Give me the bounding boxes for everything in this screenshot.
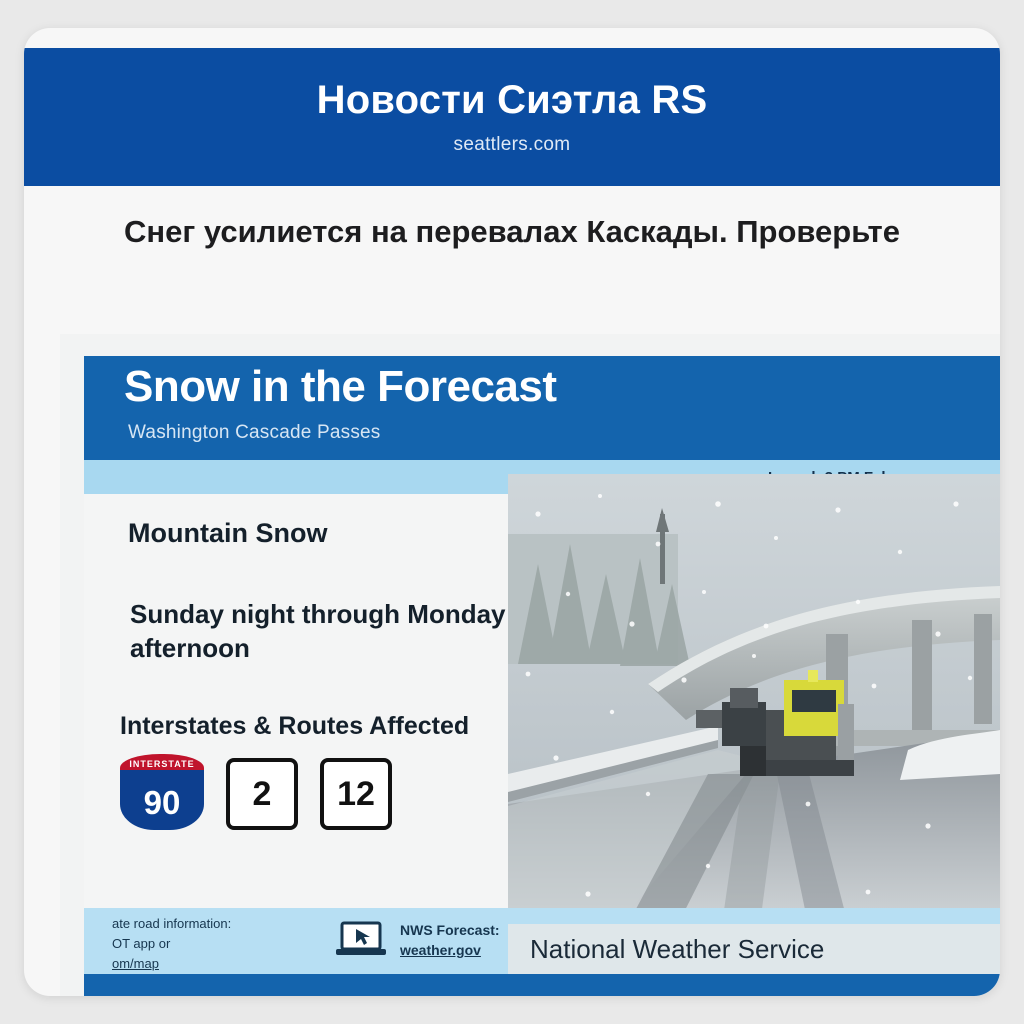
photo-credit: National Weather Service [508, 924, 1000, 974]
graphic-title: Snow in the Forecast [124, 362, 557, 411]
route-shield-group [120, 754, 392, 830]
site-header [24, 48, 1000, 186]
nws-graphic [60, 334, 1000, 996]
photo-illustration [508, 474, 1000, 924]
interstate-crown-label: INTERSTATE [120, 754, 204, 774]
site-title: Новости Сиэтла RS [316, 78, 708, 122]
us-route-12-shield-icon [320, 758, 392, 830]
laptop-icon [334, 921, 388, 959]
article-headline: Снег усилиется на перевалах Каскады. Проверьте [124, 214, 900, 249]
news-card [24, 28, 1000, 996]
state-road-info-line2: OT app or [112, 936, 171, 952]
nws-forecast-info [334, 920, 500, 961]
weather-gov-link[interactable]: weather.gov [400, 942, 481, 959]
snow-plow-photo [508, 474, 1000, 924]
site-domain: seattlers.com [453, 134, 571, 155]
us-route-12-number: 12 [337, 774, 375, 813]
interstate-number: 90 [120, 770, 204, 830]
routes-heading: Interstates & Routes Affected [120, 712, 470, 740]
graphic-header-bar [84, 356, 1000, 460]
mountain-snow-label: Mountain Snow [128, 518, 328, 548]
graphic-subtitle: Washington Cascade Passes [128, 422, 381, 443]
nws-forecast-label: NWS Forecast: [400, 922, 500, 938]
state-road-info-line1: ate road information: [112, 916, 232, 931]
state-road-info-line3[interactable]: om/map [112, 956, 159, 972]
nws-forecast-text [400, 920, 500, 961]
us-route-2-shield-icon [226, 758, 298, 830]
us-route-2-number: 2 [252, 774, 272, 813]
interstate-90-shield-icon [120, 754, 204, 830]
graphic-bottom-strip [84, 974, 1000, 996]
timing-label: Sunday night through Monday afternoon [130, 599, 506, 663]
